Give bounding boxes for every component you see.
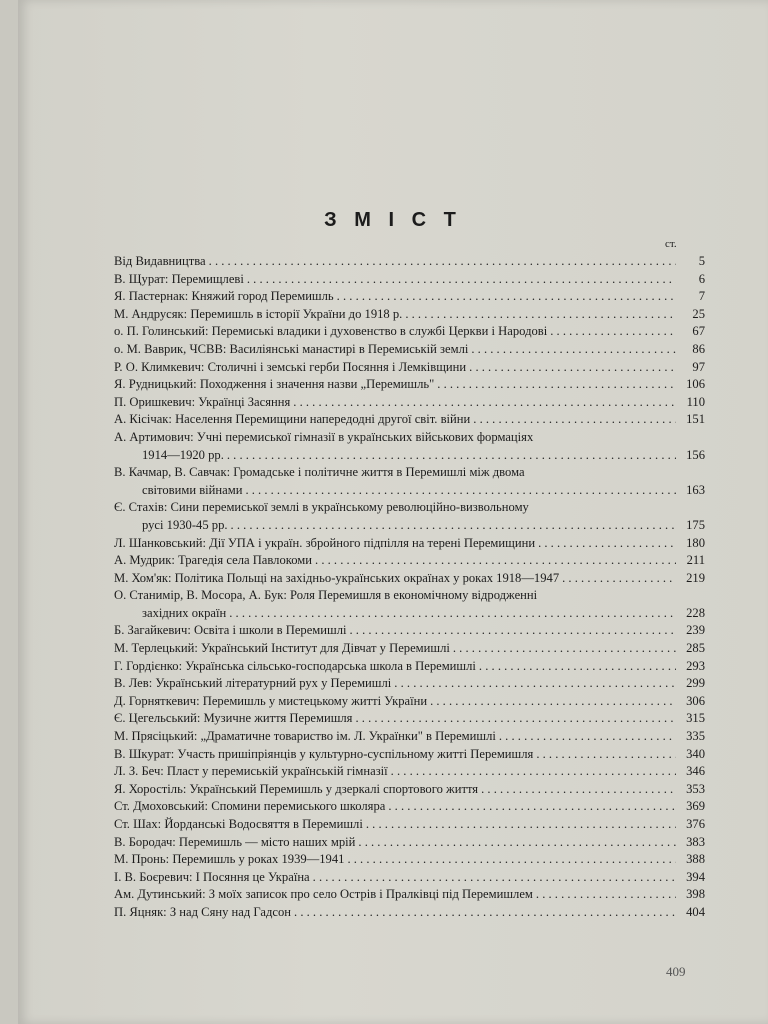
- toc-entry-text: Л. З. Беч: Пласт у перемиській українській гімназії: [114, 764, 388, 779]
- toc-entry-line: [114, 622, 705, 640]
- toc-entry: [114, 288, 705, 306]
- toc-entry: [114, 359, 705, 377]
- toc-page-number: 67: [692, 324, 705, 339]
- toc-entry-text: Г. Гордієнко: Українська сільсько-господарська школа в Перемишлі: [114, 658, 476, 673]
- toc-entry: [114, 429, 705, 464]
- dot-leader: [479, 658, 676, 676]
- toc-page-number: 97: [692, 359, 705, 374]
- toc-entry-text: Л. Шанковський: Дії УПА і україн. збройного підпілля на терені Перемищини: [114, 535, 536, 550]
- dot-leader: [294, 904, 676, 922]
- toc-entry: [114, 675, 705, 693]
- page-title: З М І С Т: [324, 209, 462, 231]
- toc-entry: [114, 781, 705, 799]
- dot-leader: [453, 640, 676, 658]
- toc-entry-line: [114, 288, 705, 306]
- toc-entry-line: [114, 394, 705, 412]
- toc-entry: [114, 728, 705, 746]
- toc-entry: [114, 341, 705, 359]
- toc-entry-text: Р. О. Климкевич: Столичні і земські герби Посяння і Лемківщини: [114, 359, 467, 374]
- dot-leader: [231, 517, 676, 535]
- toc-entry-text: Б. Загайкевич: Освіта і школи в Перемишлі: [114, 623, 347, 638]
- toc-entry-line: [114, 693, 705, 711]
- toc-page-number: 299: [686, 676, 705, 691]
- dot-leader: [229, 605, 676, 623]
- dot-leader: [315, 552, 676, 570]
- toc-entry-text: Я. Хоростіль: Український Перемишль у дзеркалі спортового життя: [114, 781, 479, 796]
- toc-entry: [114, 886, 705, 904]
- dot-leader: [538, 535, 676, 553]
- toc-entry-line: [114, 658, 705, 676]
- toc-entry-line: [114, 447, 705, 465]
- page-number: 409: [666, 964, 686, 979]
- toc-entry-line: [114, 675, 705, 693]
- toc-entry-text: В. Шкурат: Участь пришіпріянців у культурно-суспільному житті Перемишля: [114, 746, 534, 761]
- toc-entry: [114, 798, 705, 816]
- toc-page-number: 306: [686, 693, 705, 708]
- toc-entry: [114, 587, 705, 622]
- toc-entry-line: [114, 323, 705, 341]
- toc-page-number: 5: [698, 254, 705, 268]
- dot-leader: [313, 869, 676, 887]
- toc-entry-text: М. Андрусяк: Перемишль в історії України до 1918 р.: [114, 306, 403, 321]
- toc-page-number: 239: [686, 623, 705, 638]
- toc-entry: [114, 746, 705, 764]
- dot-leader: [337, 288, 676, 306]
- toc-entry-line: [114, 746, 705, 764]
- toc-entry-line: [114, 552, 705, 570]
- toc-entry-line: [114, 886, 705, 904]
- toc-page-number: 293: [686, 658, 705, 673]
- toc-page-number: 315: [686, 711, 705, 726]
- toc-page-number: 180: [686, 535, 705, 550]
- toc-entry: [114, 271, 705, 289]
- toc-entry-line: [114, 816, 705, 834]
- toc-entry: [114, 816, 705, 834]
- toc-entry-line: [114, 904, 705, 922]
- dot-leader: [536, 886, 676, 904]
- dot-leader: [293, 394, 676, 412]
- dot-leader: [499, 728, 676, 746]
- toc-entry: [114, 323, 705, 341]
- toc-entry-line: [114, 429, 705, 447]
- toc-entry-text: І. В. Боєревич: І Посяння це Україна: [114, 869, 310, 884]
- toc-entry-text: о. М. Ваврик, ЧСВВ: Василіянські манастирі в Перемиській землі: [114, 341, 469, 356]
- toc-entry-line: [114, 517, 705, 535]
- toc-entry-text: Я. Пастернак: Княжий город Перемишль: [114, 289, 334, 304]
- toc-entry-text: Є. Стахів: Сини перемиської землі в українському революційно-визвольному: [114, 500, 529, 515]
- toc-page-number: 228: [686, 605, 705, 620]
- toc-entry: [114, 552, 705, 570]
- toc-page-number: 106: [686, 377, 705, 392]
- toc-entry-text: Є. Цегельський: Музичне життя Перемишля: [114, 711, 353, 726]
- toc-page-number: 86: [692, 341, 705, 356]
- dot-leader: [347, 851, 676, 869]
- toc-page-number: 151: [686, 412, 705, 427]
- toc-entry-text: 1914—1920 рр.: [142, 447, 224, 462]
- toc-entry-text: Ам. Дутинський: З моїх записок про село Острів і Пралківці під Перемишлем: [114, 887, 533, 902]
- toc-entry-line: [114, 306, 705, 324]
- toc-entry: [114, 640, 705, 658]
- toc-entry: [114, 306, 705, 324]
- toc-page-number: 219: [686, 570, 705, 585]
- toc-entry-line: [114, 834, 705, 852]
- book-page: [18, 0, 768, 1024]
- toc-entry: [114, 376, 705, 394]
- toc-entry: [114, 710, 705, 728]
- toc-page-number: 110: [686, 394, 705, 409]
- toc-entry-line: [114, 482, 705, 500]
- toc-entry-text: А. Мудрик: Трагедія села Павлокоми: [114, 553, 313, 568]
- dot-leader: [394, 675, 676, 693]
- toc-page-number: 285: [686, 641, 705, 656]
- toc-page-number: 346: [686, 764, 705, 779]
- toc-page-number: 340: [686, 746, 705, 761]
- toc-entry-text: західних окраїн: [142, 605, 227, 620]
- toc-entry-text: Ст. Дмоховський: Спомини перемиського школяра: [114, 799, 386, 814]
- dot-leader: [350, 622, 677, 640]
- dot-leader: [355, 710, 676, 728]
- toc-entry-text: А. Кісічак: Населення Перемищини напередодні другої світ. війни: [114, 412, 471, 427]
- toc-entry-text: А. Артимович: Учні перемиської гімназії в українських військових формаціях: [114, 429, 534, 444]
- toc-entry: [114, 904, 705, 922]
- toc-entry-text: Д. Горняткевич: Перемишль у мистецькому житті України: [114, 693, 428, 708]
- dot-leader: [562, 570, 676, 588]
- dot-leader: [388, 798, 676, 816]
- toc-entry: [114, 763, 705, 781]
- toc-entry-line: [114, 869, 705, 887]
- toc-entry-line: [114, 640, 705, 658]
- toc-page-number: 335: [686, 729, 705, 744]
- dot-leader: [550, 323, 676, 341]
- toc-entry-text: В. Щурат: Перемищлеві: [114, 271, 244, 286]
- dot-leader: [471, 341, 676, 359]
- dot-leader: [481, 781, 676, 799]
- toc-entry-text: русі 1930-45 рр.: [142, 517, 228, 532]
- toc-entry-line: [114, 605, 705, 623]
- toc-entry-line: [114, 359, 705, 377]
- toc-page-number: 211: [686, 553, 705, 568]
- toc-entry-line: [114, 411, 705, 429]
- toc-entry: [114, 499, 705, 534]
- toc-entry-line: [114, 464, 705, 482]
- dot-leader: [430, 693, 676, 711]
- toc-entry-line: [114, 376, 705, 394]
- toc-page-number: 376: [686, 817, 705, 831]
- toc-page-number: 398: [686, 887, 705, 902]
- toc-entry-text: о. П. Голинський: Перемиські владики і духовенство в службі Церкви і Народові: [114, 324, 548, 339]
- dot-leader: [227, 447, 676, 465]
- page-column-header: ст.: [665, 238, 677, 250]
- toc-entry: [114, 394, 705, 412]
- toc-entry-line: [114, 851, 705, 869]
- dot-leader: [437, 376, 676, 394]
- toc-entry-text: М. Терлецький: Український Інститут для Дівчат у Перемишлі: [114, 641, 450, 656]
- dot-leader: [405, 306, 676, 324]
- toc-page-number: 388: [686, 852, 705, 867]
- toc-page-number: 369: [686, 799, 705, 814]
- toc-entry-line: [114, 587, 705, 605]
- toc-entry-text: світовими війнами: [142, 482, 243, 497]
- toc-entry-text: В. Лев: Український літературний рух у Перемишлі: [114, 676, 392, 691]
- toc-entry: [114, 535, 705, 553]
- toc-entry: [114, 411, 705, 429]
- toc-entry: [114, 869, 705, 887]
- toc-page-number: 25: [692, 306, 705, 321]
- toc-entry-text: П. Яцняк: З над Сяну над Гадсон: [114, 904, 292, 919]
- dot-leader: [358, 834, 676, 852]
- dot-leader: [209, 253, 676, 271]
- dot-leader: [366, 816, 676, 834]
- toc-entry-line: [114, 499, 705, 517]
- toc-entry: [114, 834, 705, 852]
- toc-entry-line: [114, 253, 705, 271]
- toc-entry: [114, 851, 705, 869]
- toc-entry-line: [114, 535, 705, 553]
- toc-entry-text: М. Хом'як: Політика Польщі на західньо-українських окраїнах у роках 1918—1947: [114, 570, 560, 585]
- toc-entry-line: [114, 710, 705, 728]
- dot-leader: [473, 411, 676, 429]
- dot-leader: [247, 271, 676, 289]
- toc-page-number: 383: [686, 834, 705, 849]
- toc-page-number: 404: [686, 904, 705, 919]
- toc-entry-line: [114, 728, 705, 746]
- toc-entry-line: [114, 341, 705, 359]
- table-of-contents: [114, 253, 705, 922]
- toc-entry: [114, 464, 705, 499]
- toc-entry: [114, 658, 705, 676]
- dot-leader: [391, 763, 676, 781]
- toc-entry: [114, 570, 705, 588]
- toc-entry: [114, 622, 705, 640]
- toc-entry-text: В. Качмар, В. Савчак: Громадське і політичне життя в Перемишлі між двома: [114, 465, 525, 480]
- toc-entry-line: [114, 570, 705, 588]
- toc-entry: [114, 253, 705, 271]
- toc-page-number: 7: [698, 289, 705, 304]
- toc-entry-text: Від Видавництва: [114, 254, 206, 268]
- dot-leader: [469, 359, 676, 377]
- toc-page-number: 6: [698, 271, 705, 286]
- toc-entry-line: [114, 271, 705, 289]
- toc-entry-text: О. Станимір, В. Мосора, А. Бук: Роля Перемишля в економічному відродженні: [114, 588, 538, 603]
- dot-leader: [245, 482, 676, 500]
- toc-page-number: 156: [686, 447, 705, 462]
- toc-entry: [114, 693, 705, 711]
- toc-entry-line: [114, 763, 705, 781]
- toc-entry-line: [114, 798, 705, 816]
- toc-entry-text: П. Оришкевич: Українці Засяння: [114, 394, 291, 409]
- toc-entry-text: М. Прясіцький: „Драматичне товариство ім. Л. Українки" в Перемишлі: [114, 729, 496, 744]
- toc-page-number: 353: [686, 781, 705, 796]
- toc-page-number: 163: [686, 482, 705, 497]
- toc-entry-text: М. Пронь: Перемишль у роках 1939—1941: [114, 852, 345, 867]
- dot-leader: [536, 746, 676, 764]
- toc-entry-text: В. Бородач: Перемишль — місто наших мрій: [114, 834, 356, 849]
- toc-page-number: 394: [686, 869, 705, 884]
- toc-entry-text: Ст. Шах: Йорданські Водосвяття в Перемишлі: [114, 817, 363, 831]
- toc-entry-line: [114, 781, 705, 799]
- toc-entry-text: Я. Рудницький: Походження і значення назви „Перемишль": [114, 377, 435, 392]
- toc-page-number: 175: [686, 517, 705, 532]
